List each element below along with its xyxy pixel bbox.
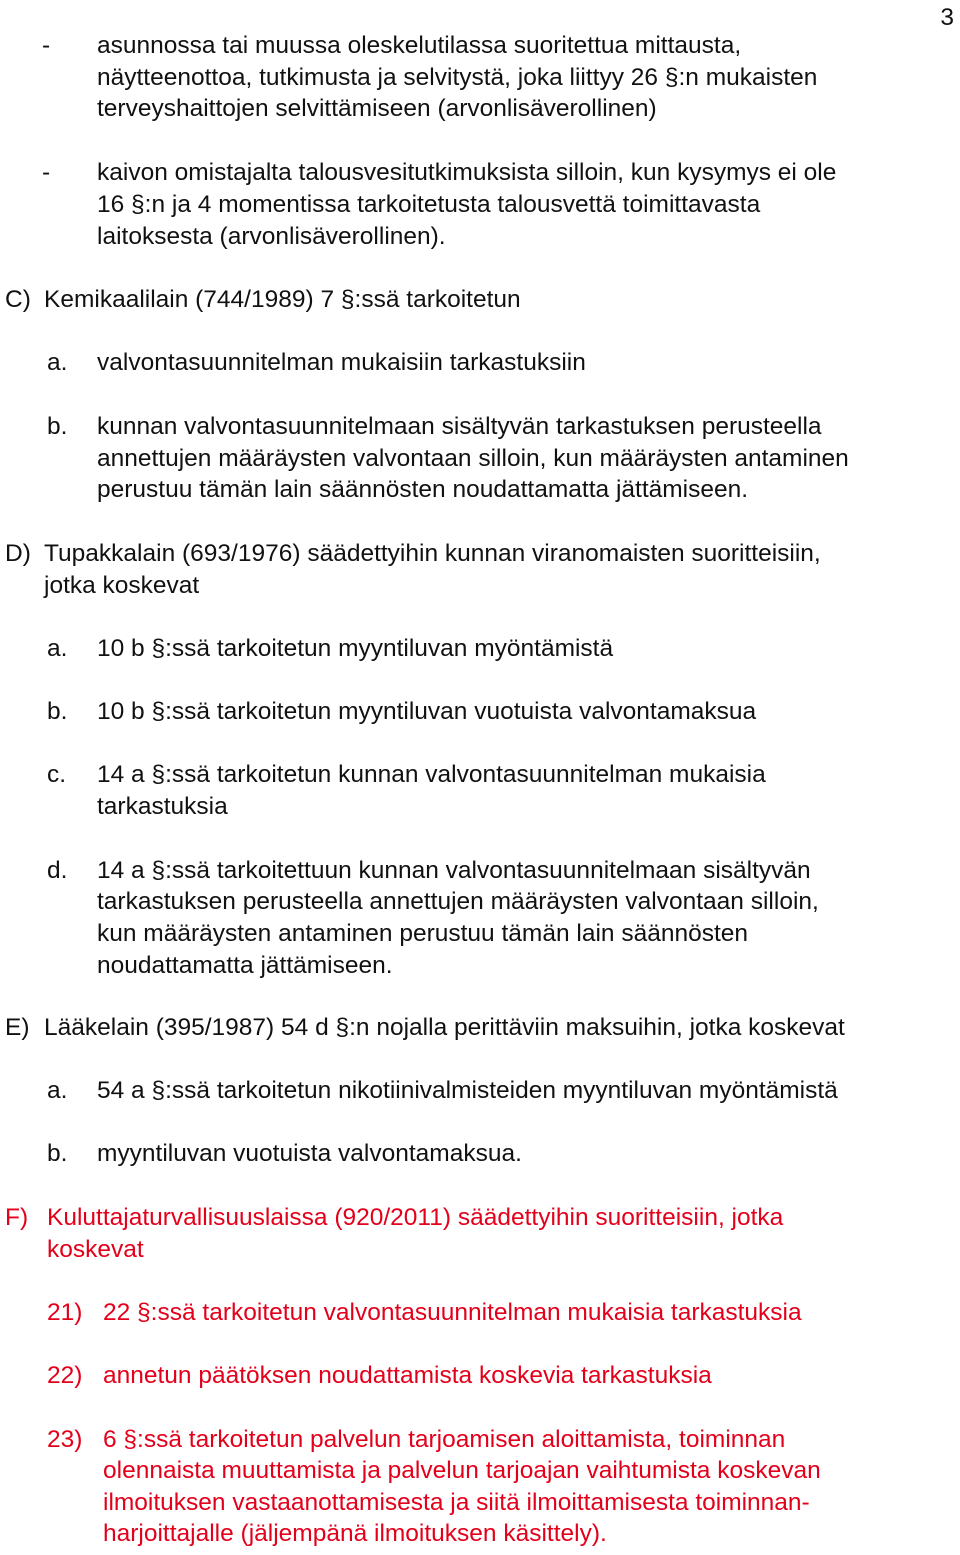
section-heading: Tupakkalain (693/1976) säädettyihin kunnan viranomaisten suoritteisiin,: [44, 540, 821, 567]
paragraph-line: 10 b §:ssä tarkoitetun myyntiluvan vuotuista valvontamaksua: [97, 698, 757, 725]
paragraph-line: noudattamatta jättämiseen.: [97, 952, 393, 979]
paragraph-line: valvontasuunnitelman mukaisiin tarkastuksiin: [97, 349, 586, 376]
section-heading: Lääkelain (395/1987) 54 d §:n nojalla perittäviin maksuihin, jotka koskevat: [44, 1014, 845, 1041]
paragraph-line: tarkastuksia: [97, 793, 228, 820]
list-marker: b.: [47, 698, 68, 725]
paragraph-line: annetun päätöksen noudattamista koskevia tarkastuksia: [103, 1362, 712, 1389]
list-marker: a.: [47, 349, 68, 376]
paragraph-line: 14 a §:ssä tarkoitettuun kunnan valvontasuunnitelmaan sisältyvän: [97, 857, 811, 884]
paragraph-line: 6 §:ssä tarkoitetun palvelun tarjoamisen aloittamista, toiminnan: [103, 1426, 786, 1453]
paragraph-line: 10 b §:ssä tarkoitetun myyntiluvan myöntämistä: [97, 635, 614, 662]
paragraph-line: terveyshaittojen selvittämiseen (arvonlisäverollinen): [97, 95, 657, 122]
section-marker: F): [5, 1204, 29, 1231]
list-marker: a.: [47, 635, 68, 662]
section-marker: C): [5, 286, 31, 313]
paragraph-line: tarkastuksen perusteella annettujen määräysten valvontaan silloin,: [97, 888, 819, 915]
list-marker: b.: [47, 413, 68, 440]
paragraph-line: 22 §:ssä tarkoitetun valvontasuunnitelman mukaisia tarkastuksia: [103, 1299, 802, 1326]
section-heading: jotka koskevat: [44, 572, 200, 599]
paragraph-line: asunnossa tai muussa oleskelutilassa suoritettua mittausta,: [97, 32, 742, 59]
paragraph-line: olennaista muuttamista ja palvelun tarjoajan vaihtumista koskevan: [103, 1457, 821, 1484]
paragraph-line: myyntiluvan vuotuista valvontamaksua.: [97, 1140, 522, 1167]
list-marker: d.: [47, 857, 68, 884]
list-marker: -: [42, 159, 51, 186]
paragraph-line: näytteenottoa, tutkimusta ja selvitystä, joka liittyy 26 §:n mukaisten: [97, 64, 818, 91]
page-number: 3: [940, 4, 954, 31]
paragraph-line: kunnan valvontasuunnitelmaan sisältyvän tarkastuksen perusteella: [97, 413, 822, 440]
paragraph-line: ilmoituksen vastaanottamisesta ja siitä ilmoittamisesta toiminnan-: [103, 1489, 810, 1516]
paragraph-line: perustuu tämän lain säännösten noudattamatta jättämiseen.: [97, 476, 749, 503]
paragraph-line: laitoksesta (arvonlisäverollinen).: [97, 223, 446, 250]
section-marker: D): [5, 540, 31, 567]
paragraph-line: kaivon omistajalta talousvesitutkimuksista silloin, kun kysymys ei ole: [97, 159, 837, 186]
list-marker: a.: [47, 1077, 68, 1104]
section-marker: E): [5, 1014, 30, 1041]
list-marker: -: [42, 32, 51, 59]
section-heading: Kemikaalilain (744/1989) 7 §:ssä tarkoitetun: [44, 286, 521, 313]
list-marker: 21): [47, 1299, 83, 1326]
paragraph-line: 14 a §:ssä tarkoitetun kunnan valvontasuunnitelman mukaisia: [97, 761, 766, 788]
paragraph-line: annettujen määräysten valvontaan silloin, kun määräysten antaminen: [97, 445, 849, 472]
section-heading: koskevat: [47, 1236, 144, 1263]
list-marker: b.: [47, 1140, 68, 1167]
list-marker: 23): [47, 1426, 83, 1453]
paragraph-line: harjoittajalle (jäljempänä ilmoituksen käsittely).: [103, 1520, 607, 1547]
list-marker: 22): [47, 1362, 83, 1389]
paragraph-line: 16 §:n ja 4 momentissa tarkoitetusta talousvettä toimittavasta: [97, 191, 761, 218]
paragraph-line: 54 a §:ssä tarkoitetun nikotiinivalmisteiden myyntiluvan myöntämistä: [97, 1077, 838, 1104]
paragraph-line: kun määräysten antaminen perustuu tämän lain säännösten: [97, 920, 749, 947]
list-marker: c.: [47, 761, 67, 788]
section-heading: Kuluttajaturvallisuuslaissa (920/2011) säädettyihin suoritteisiin, jotka: [47, 1204, 784, 1231]
